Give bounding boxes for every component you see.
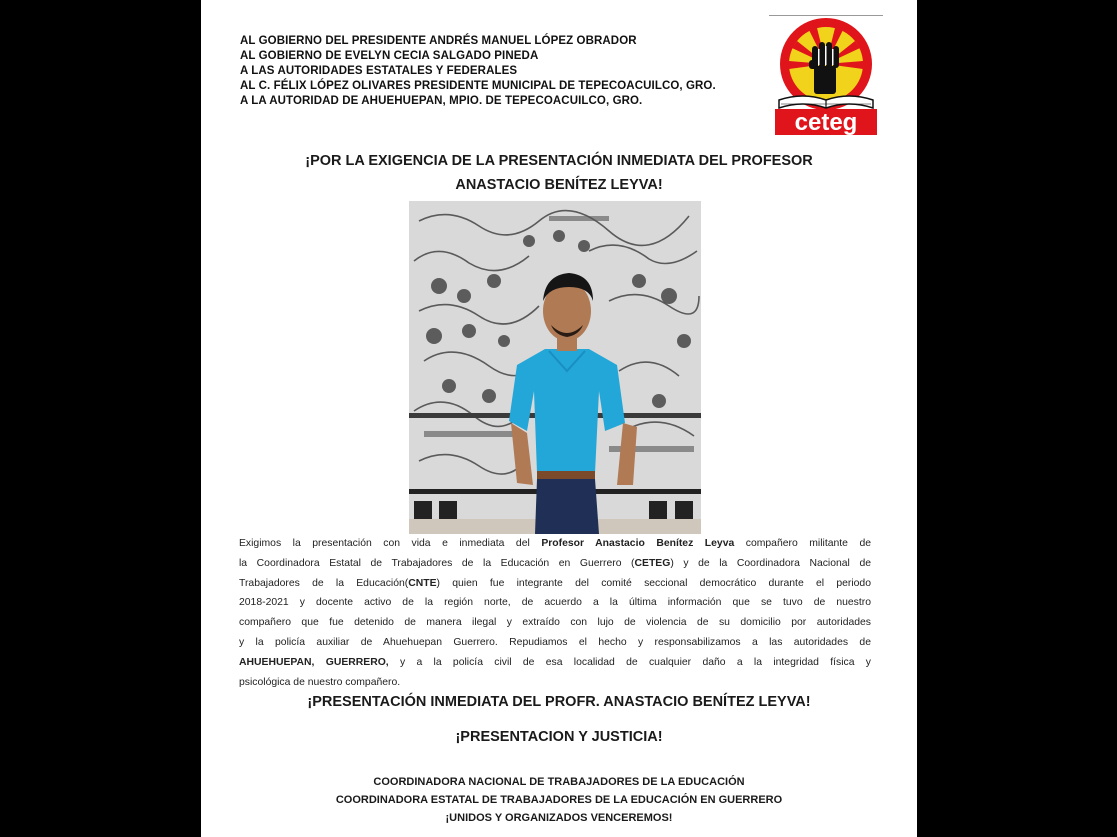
- slogan-justice: ¡PRESENTACION Y JUSTICIA!: [455, 729, 663, 745]
- recipient-line: AL GOBIERNO DEL PRESIDENTE ANDRÉS MANUEL LÓPEZ OBRADOR: [240, 35, 637, 47]
- footer-cnte: COORDINADORA NACIONAL DE TRABAJADORES DE LA EDUCACIÓN: [373, 776, 745, 788]
- body-line: AHUEHUEPAN, GUERRERO, y a la policía civil de esa localidad de cualquier daño a la integridad física y: [239, 656, 872, 668]
- recipient-line: A LA AUTORIDAD DE AHUEHUEPAN, MPIO. DE TEPECOACUILCO, GRO.: [240, 95, 643, 107]
- recipient-line: AL GOBIERNO DE EVELYN CECIA SALGADO PINEDA: [240, 50, 539, 62]
- body-line: 2018-2021 y docente activo de la región norte, de acuerdo a la última información que se tuvo de nuestro: [239, 597, 871, 609]
- recipient-line: A LAS AUTORIDADES ESTATALES Y FEDERALES: [240, 65, 518, 77]
- body-line: y la policía auxiliar de Ahuehuepan Guerrero. Repudiamos el hecho y responsabilizamos a las autoridades de: [239, 636, 871, 648]
- footer-ceteg: COORDINADORA ESTATAL DE TRABAJADORES DE LA EDUCACIÓN EN GUERRERO: [335, 794, 783, 806]
- recipient-line: AL C. FÉLIX LÓPEZ OLIVARES PRESIDENTE MUNICIPAL DE TEPECOACUILCO, GRO.: [240, 80, 716, 92]
- body-line: compañero que fue detenido de manera ilegal y extraído con lujo de violencia de su domicilio por autoridades: [239, 617, 871, 629]
- body-line: la Coordinadora Estatal de Trabajadores de la Educación en Guerrero (CETEG) y de la Coordinadora Nacional de: [239, 557, 871, 569]
- body-paragraph: [239, 534, 871, 692]
- headline-line-1: ¡POR LA EXIGENCIA DE LA PRESENTACIÓN INMEDIATA DEL PROFESOR: [305, 153, 813, 169]
- flyer-page: [201, 0, 917, 837]
- slogan-presentation: ¡PRESENTACIÓN INMEDIATA DEL PROFR. ANASTACIO BENÍTEZ LEYVA!: [307, 694, 811, 710]
- recipients-block: [240, 34, 716, 109]
- body-line: Exigimos la presentación con vida e inmediata del Profesor Anastacio Benítez Leyva compañero militante de: [239, 538, 872, 549]
- teacher-photo: [409, 201, 701, 534]
- body-line: Trabajadores de la Educación(CNTE) quien fue integrante del comité seccional democrático durante el periodo: [239, 577, 871, 589]
- logo-text: ceteg: [794, 109, 858, 136]
- headline-line-2: ANASTACIO BENÍTEZ LEYVA!: [455, 177, 663, 193]
- footer-motto: ¡UNIDOS Y ORGANIZADOS VENCEREMOS!: [445, 812, 673, 824]
- body-line: psicológica de nuestro compañero.: [239, 676, 401, 688]
- ceteg-logo: [769, 16, 883, 136]
